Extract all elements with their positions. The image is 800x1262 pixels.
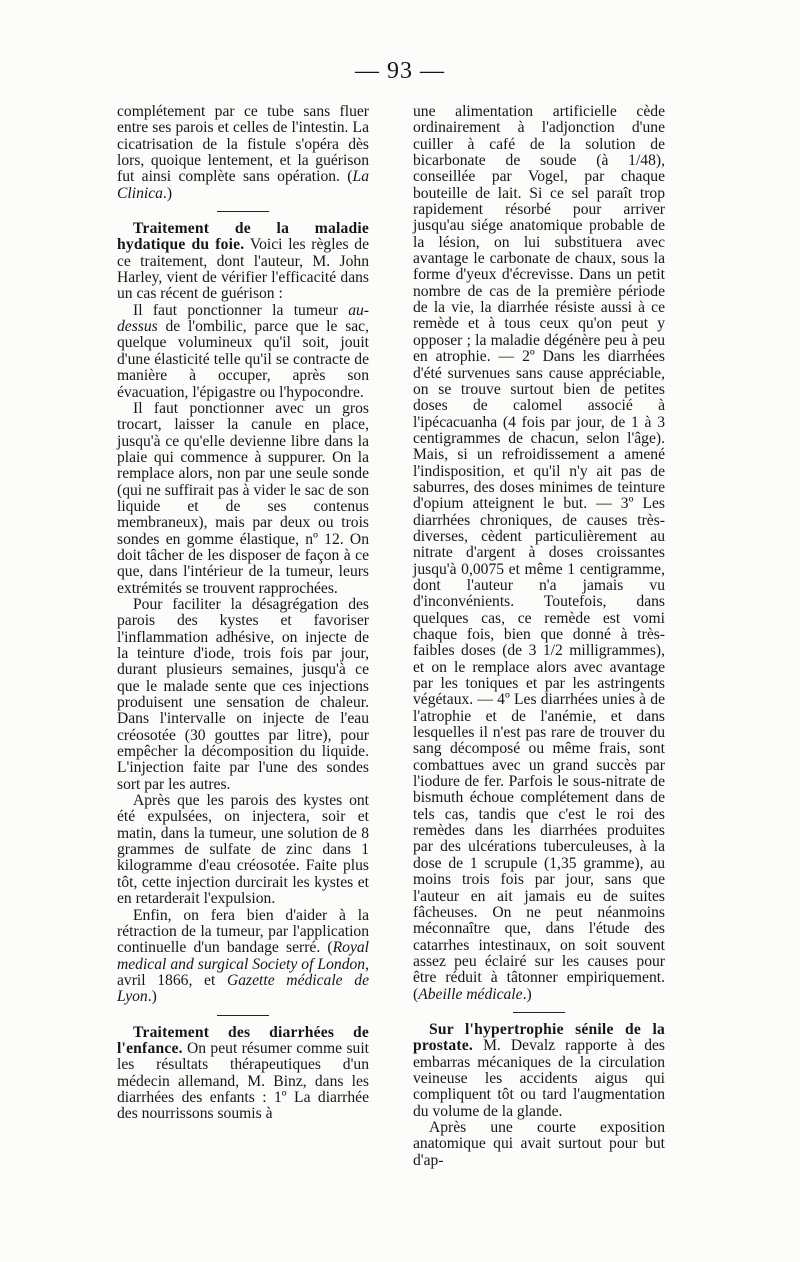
- paragraph-bandage: [117, 908, 369, 1006]
- paragraph-text: .): [522, 985, 532, 1003]
- left-column: [117, 104, 369, 1123]
- section-heading-prostate: Sur l'hypertrophie sénile de la prostate.: [413, 1020, 665, 1055]
- paragraph-text: .): [147, 988, 157, 1006]
- section-heading-diarrhea: Traitement des diarrhées de l'enfance.: [117, 1023, 369, 1057]
- emphasis-text: au-dessus: [117, 301, 369, 336]
- paragraph-text: Enfin, on fera bien d'aider à la rétraction de la tumeur, par l'application continuelle d'un bandage serré. (: [117, 906, 369, 957]
- right-column: [413, 104, 665, 1169]
- paragraph-text: On peut résumer comme suit les résultats thérapeutiques d'un médecin allemand, M. Binz, dans les diarrhées des enfants : 1º La diarrhée des nourrissons soumis à: [117, 1039, 369, 1123]
- paragraph-text: complétement par ce tube sans fluer entre ses parois et celles de l'intestin. La cicatrisation de la fistule s'opéra dès lors, quoique lentement, et la guérison fut ainsi complète sans opération. (: [117, 103, 369, 186]
- paragraph-text: M. Devalz rapporte à des embarras mécaniques de la circulation veineuse les accidents aigus qui compliquent tôt ou tard l'augmentation du volume de la glande.: [413, 1037, 665, 1120]
- paragraph-text: Voici les règles de ce traitement, dont l'auteur, M. John Harley, vient de vérifier l'efficacité dans un cas récent de guérison :: [117, 236, 369, 303]
- section-divider: [513, 1012, 565, 1013]
- paragraph-text: .): [162, 184, 173, 202]
- paragraph-iodine: Pour faciliter la désagrégation des parois des kystes et favoriser l'inflammation adhésive, on injecte de la teinture d'iode, trois fois par jour, durant plusieurs semaines, jusqu'à ce que le malade sente que ces injections produisent une sensation de chaleur. Dans l'intervalle on injecte de l'eau créosotée (30 gouttes par litre), pour empêcher la décomposition du liquide. L'injection faite par l'une des sondes sort par les autres.: [117, 595, 369, 793]
- page-number: — 93 —: [355, 58, 445, 84]
- section-prostate-intro: [413, 1022, 665, 1120]
- paragraph-trocart: Il faut ponctionner avec un gros trocart, laisser la canule en place, jusqu'à ce qu'elle devienne libre dans la plaie qui commence à suppurer. On la remplace alors, non par une seule sonde (qui ne suffirait pas à vider le sac de son liquide et de ses contenus membraneux), mais par deux ou trois sondes en gomme élastique, nº 12. On doit tâcher de les disposer de façon à ce que, dans l'intérieur de la tumeur, leurs extrémités se trouvent rapprochées.: [117, 399, 369, 597]
- section-hydatid-intro: [117, 221, 369, 303]
- paragraph-zinc: Après que les parois des kystes ont été expulsées, on injectera, soir et matin, dans la tumeur, une solution de 8 grammes de sulfate de zinc dans 1 kilogramme d'eau créosotée. Faite plus tôt, cette injection durcirait les kystes et en retarderait l'expulsion.: [117, 792, 369, 908]
- source-citation: Abeille médicale: [418, 985, 523, 1003]
- paragraph-text: une alimentation artificielle cède ordinairement à l'adjonction d'une cuiller à café de la solution de bicarbonate de soude (à 1/48), conseillée par Vogel, par chaque bouteille de lait. Si ce sel paraît trop rapidement résorbé pour arriver jusqu'au siége anatomique probable de la lésion, on lui substituera avec avantage le carbonate de chaux, sous la forme d'yeux d'écrevisse. Dans un petit nombre de cas de la première période de la vie, la diarrhée résiste aussi à ce remède et à tous ceux qu'on peut y opposer ; la maladie dégénère peu à peu en atrophie. — 2º Dans les diarrhées d'été survenues sans cause appréciable, on se trouve surtout bien de petites doses de calomel associé à l'ipécacuanha (4 fois par jour, de 1 à 3 centigrammes de chacun, selon l'âge). Mais, si un refroidissement a amené l'indisposition, et qu'il n'y ait pas de saburres, des doses minimes de teinture d'opium atteignent le but. — 3º Les diarrhées chroniques, de causes très-diverses, cèdent particulièrement au nitrate d'argent à doses croissantes jusqu'à 0,0075 et même 1 centigramme, dont l'auteur n'a jamais vu d'inconvénients. Toutefois, dans quelques cas, ce remède est vomi chaque fois, bien que donné à très-faibles doses (de 3 1/2 milligrammes), et on le remplace alors avec avantage par les toniques et par les astringents végétaux. — 4º Les diarrhées unies à de l'atrophie et de l'anémie, et dans lesquelles il n'est pas rare de trouver du sang décomposé ou même frais, sont combattues avec un grand succès par l'iodure de fer. Parfois le sous-nitrate de bismuth échoue complétement dans de tels cas, tandis que c'est le roi des remèdes dans les diarrhées produites par des ulcérations tuberculeuses, à la dose de 1 scrupule (1,35 gramme), au moins trois fois par jour, sans que l'auteur en ait jamais eu de suites fâcheuses. On ne peut néanmoins méconnaître que, dans l'étude des catarrhes intestinaux, on soit souvent assez peu éclairé sur les causes pour être réduit à tâtonner empiriquement. (: [413, 103, 665, 1003]
- paragraph-text: de l'ombilic, parce que le sac, quelque volumineux qu'il soit, jouit d'une élasticité telle qu'il se contracte de manière à occuper, après son évacuation, l'épigastre ou l'hypocondre.: [117, 318, 369, 401]
- section-divider: [217, 211, 269, 212]
- source-citation: Gazette médicale de Lyon: [117, 971, 369, 1006]
- paragraph-text: , avril 1866, et: [117, 955, 369, 989]
- source-citation: La Clinica: [117, 168, 369, 202]
- paragraph-anatomy: Après une courte exposition anatomique qui avait surtout pour but d'ap-: [413, 1118, 665, 1169]
- paragraph-puncture: [117, 303, 369, 401]
- paragraph-text: Il faut ponctionner la tumeur: [133, 301, 349, 319]
- section-diarrhea-intro: [117, 1025, 369, 1123]
- section-divider: [217, 1015, 269, 1016]
- source-citation: Royal medical and surgical Society of London: [117, 939, 369, 973]
- section-heading-hydatid: Traitement de la maladie hydatique du foie.: [117, 220, 369, 254]
- paragraph-fistula-end: [117, 104, 369, 202]
- paragraph-diarrhea-continued: [413, 104, 665, 1003]
